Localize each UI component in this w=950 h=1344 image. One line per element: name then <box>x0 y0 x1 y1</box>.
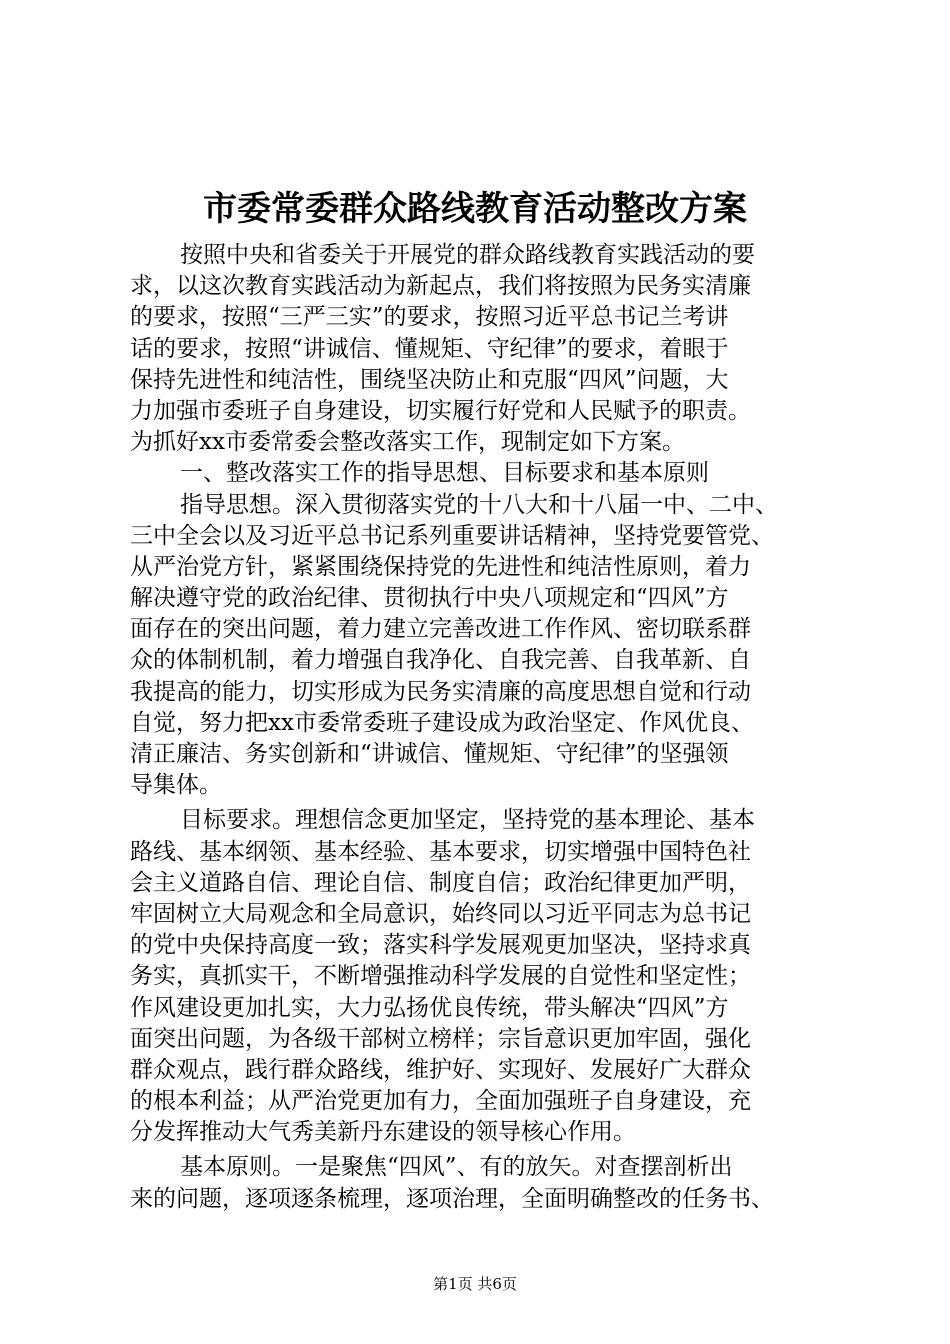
text-line: 务实，真抓实干，不断增强推动科学发展的自觉性和坚定性； <box>130 963 751 990</box>
text-line: 众的体制机制，着力增强自我净化、自我完善、自我革新、自 <box>130 647 751 674</box>
text-line: 会主义道路自信、理论自信、制度自信；政治纪律更加严明， <box>130 869 751 896</box>
text-line: 指导思想。深入贯彻落实党的十八大和十八届一中、二中、 <box>180 491 778 518</box>
text-line: 话的要求，按照“讲诚信、懂规矩、守纪律”的要求，着眼于 <box>130 335 729 362</box>
text-line: 面突出问题，为各级干部树立榜样；宗旨意识更加牢固，强化 <box>130 1025 751 1052</box>
text-line: 我提高的能力，切实形成为民务实清廉的高度思想自觉和行动 <box>130 678 751 705</box>
text-line: 力加强市委班子自身建设，切实履行好党和人民赋予的职责。 <box>130 397 751 424</box>
text-line: 为抓好xx市委常委会整改落实工作，现制定如下方案。 <box>130 429 685 456</box>
text-line: 导集体。 <box>130 772 222 799</box>
text-line: 清正廉洁、务实创新和“讲诚信、懂规矩、守纪律”的坚强领 <box>130 741 729 767</box>
document-title: 市委常委群众路线教育活动整改方案 <box>203 189 747 229</box>
text-line: 的党中央保持高度一致；落实科学发展观更加坚决，坚持求真 <box>130 932 751 959</box>
text-line: 的根本利益；从严治党更加有力，全面加强班子自身建设，充 <box>130 1088 751 1115</box>
text-line: 自觉，努力把xx市委常委班子建设成为政治坚定、作风优良、 <box>130 709 754 736</box>
text-line: 作风建设更加扎实，大力弘扬优良传统，带头解决“四风”方 <box>130 994 729 1021</box>
text-line: 按照中央和省委关于开展党的群众路线教育实践活动的要 <box>180 242 755 268</box>
text-line: 面存在的突出问题，着力建立完善改进工作作风、密切联系群 <box>130 616 751 643</box>
document-body <box>130 240 830 1215</box>
text-line: 群众观点，践行群众路线，维护好、实现好、发展好广大群众 <box>130 1056 751 1083</box>
text-line: 三中全会以及习近平总书记系列重要讲话精神，坚持党要管党、 <box>130 522 774 549</box>
text-line: 分发挥推动大气秀美新丹东建设的领导核心作用。 <box>130 1119 636 1146</box>
text-line: 解决遵守党的政治纪律、贯彻执行中央八项规定和“四风”方 <box>130 585 729 612</box>
text-line: 目标要求。理想信念更加坚定，坚持党的基本理论、基本 <box>180 807 755 834</box>
text-line: 求，以这次教育实践活动为新起点，我们将按照为民务实清廉 <box>130 273 751 300</box>
text-line: 牢固树立大局观念和全局意识，始终同以习近平同志为总书记 <box>130 900 751 927</box>
text-line: 来的问题，逐项逐条梳理，逐项治理，全面明确整改的任务书、 <box>130 1185 774 1212</box>
text-line: 保持先进性和纯洁性，围绕坚决防止和克服“四风”问题，大 <box>130 366 729 393</box>
text-line: 基本原则。一是聚焦“四风”、有的放矢。对查摆剖析出 <box>180 1154 733 1181</box>
text-line: 从严治党方针，紧紧围绕保持党的先进性和纯洁性原则，着力 <box>130 553 751 580</box>
page-number-footer: 第1页 共6页 <box>433 1275 517 1293</box>
text-line: 的要求，按照“三严三实”的要求，按照习近平总书记兰考讲 <box>130 304 729 331</box>
text-line: 路线、基本纲领、基本经验、基本要求，切实增强中国特色社 <box>130 838 751 865</box>
section-heading: 一、整改落实工作的指导思想、目标要求和基本原则 <box>180 460 709 487</box>
